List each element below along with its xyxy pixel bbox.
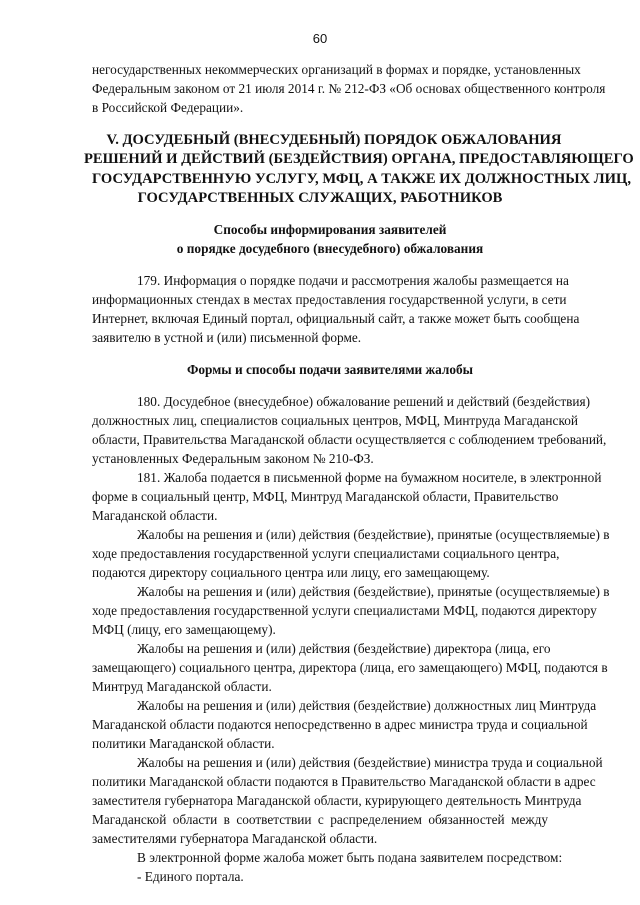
- heading-line: V. ДОСУДЕБНЫЙ (ВНЕСУДЕБНЫЙ) ПОРЯДОК ОБЖАЛОВАНИЯ: [106, 132, 562, 148]
- text-line: установленных Федеральным законом № 210-ФЗ.: [92, 451, 374, 466]
- list-item: - Единого портала.: [137, 869, 244, 884]
- text-line: должностных лиц, специалистов социальных центров, МФЦ, Минтруда Магаданской: [92, 413, 578, 428]
- text-line: Минтруд Магаданской области.: [92, 679, 272, 694]
- text-line: Магаданской области.: [92, 508, 218, 523]
- text-line: ходе предоставления государственной услуги специалистами МФЦ, подаются директору: [92, 603, 597, 618]
- text-line: МФЦ (лицу, его замещающему).: [92, 622, 276, 637]
- text-line: заместителями губернатора Магаданской области.: [92, 831, 378, 846]
- text-line: Жалобы на решения и (или) действия (бездействие) министра труда и социальной: [137, 755, 603, 770]
- text-line: в Российской Федерации».: [92, 100, 244, 115]
- paragraph-electronic: В электронной форме жалоба может быть подана заявителем посредством:: [137, 850, 563, 865]
- text-line: политики Магаданской области.: [92, 736, 275, 751]
- text-line: форме в социальный центр, МФЦ, Минтруд Магаданской области, Правительство: [92, 489, 559, 504]
- text-line: ходе предоставления государственной услуги специалистами социального центра,: [92, 546, 560, 561]
- text-line: информационных стендах в местах предоставления государственной услуги, в сети: [92, 292, 567, 307]
- text-line: Интернет, включая Единый портал, официальный сайт, а также может быть сообщена: [92, 311, 580, 326]
- text-line: заместителя губернатора Магаданской области, курирующего деятельность Минтруда: [92, 793, 582, 808]
- text-line: Федеральным законом от 21 июля 2014 г. № 212-ФЗ «Об основах общественного контроля: [92, 81, 606, 96]
- text-line: негосударственных некоммерческих организаций в формах и порядке, установленных: [92, 62, 581, 77]
- text-line: 181. Жалоба подается в письменной форме на бумажном носителе, в электронной: [137, 470, 602, 485]
- text-line: Жалобы на решения и (или) действия (бездействие), принятые (осуществляемые) в: [137, 584, 610, 599]
- text-line: замещающего) социального центра, директора (лица, его замещающего) МФЦ, подаются в: [92, 660, 608, 675]
- text-line: Жалобы на решения и (или) действия (бездействие), принятые (осуществляемые) в: [137, 527, 610, 542]
- text-line: 179. Информация о порядке подачи и рассмотрения жалобы размещается на: [137, 273, 569, 288]
- heading-line: ГОСУДАРСТВЕННЫХ СЛУЖАЩИХ, РАБОТНИКОВ: [137, 190, 503, 206]
- text-line: 180. Досудебное (внесудебное) обжалование решений и действий (бездействия): [137, 394, 591, 409]
- heading-line: ГОСУДАРСТВЕННУЮ УСЛУГУ, МФЦ, А ТАКЖЕ ИХ ДОЛЖНОСТНЫХ ЛИЦ,: [92, 171, 631, 187]
- text-line: Магаданской области подаются непосредственно в адрес министра труда и социальной: [92, 717, 588, 732]
- text-line: Жалобы на решения и (или) действия (бездействие) директора (лица, его: [137, 641, 551, 656]
- heading-line: о порядке досудебного (внесудебного) обжалования: [176, 241, 484, 256]
- subsection-heading-forms: Формы и способы подачи заявителями жалобы: [186, 362, 474, 377]
- text-line: области, Правительства Магаданской области осуществляется с соблюдением требований,: [92, 432, 607, 447]
- text-line: Магаданской области в соответствии с распределением обязанностей между: [92, 812, 548, 827]
- heading-line: РЕШЕНИЙ И ДЕЙСТВИЙ (БЕЗДЕЙСТВИЯ) ОРГАНА, ПРЕДОСТАВЛЯЮЩЕГО: [84, 151, 634, 167]
- heading-line: Способы информирования заявителей: [213, 222, 447, 237]
- text-line: политики Магаданской области подаются в Правительство Магаданской области в адрес: [92, 774, 596, 789]
- text-line: заявителю в устной и (или) письменной форме.: [92, 330, 362, 345]
- text-line: подаются директору социального центра или лицу, его замещающему.: [92, 565, 490, 580]
- page-number: 60: [312, 31, 328, 46]
- text-line: Жалобы на решения и (или) действия (бездействие) должностных лиц Минтруда: [137, 698, 597, 713]
